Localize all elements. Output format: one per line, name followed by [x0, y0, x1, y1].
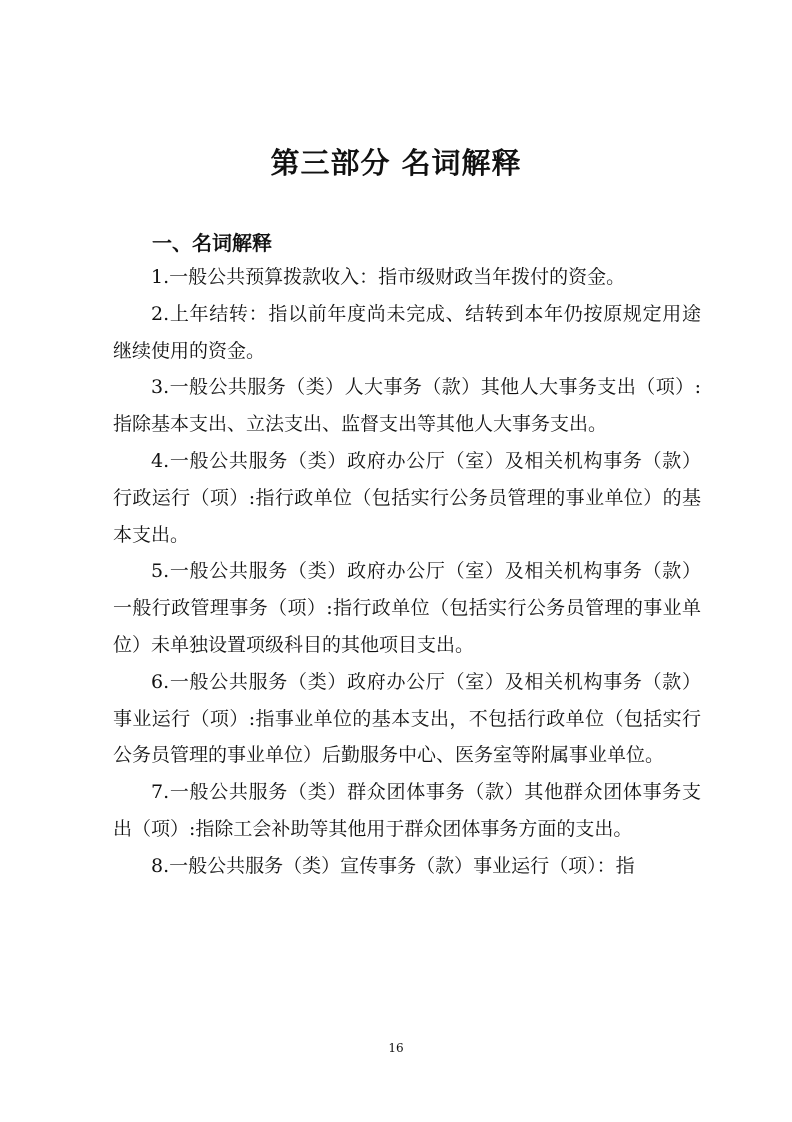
definition-paragraph-5: 5.一般公共服务（类）政府办公厅（室）及相关机构事务（款）一般行政管理事务（项）:指行政单位（包括实行公务员管理的事业单位）未单独设置项级科目的其他项目支出。: [113, 560, 701, 656]
page-number: 16: [388, 1041, 404, 1055]
definition-paragraph-4: 4.一般公共服务（类）政府办公厅（室）及相关机构事务（款）行政运行（项）:指行政单位（包括实行公务员管理的事业单位）的基本支出。: [113, 449, 701, 546]
definition-paragraph-2: 2.上年结转：指以前年度尚未完成、结转到本年仍按原规定用途继续使用的资金。: [113, 302, 701, 362]
definitions-body: [113, 259, 701, 885]
section-heading: 一、名词解释: [152, 231, 272, 255]
definition-paragraph-7: 7.一般公共服务（类）群众团体事务（款）其他群众团体事务支出（项）:指除工会补助等其他用于群众团体事务方面的支出。: [113, 781, 701, 840]
page-title: 第三部分 名词解释: [270, 146, 522, 180]
definition-paragraph-1: 1.一般公共预算拨款收入：指市级财政当年拨付的资金。: [151, 266, 626, 288]
definition-paragraph-8: 8.一般公共服务（类）宣传事务（款）事业运行（项）：指: [151, 854, 635, 877]
definition-paragraph-3: 3.一般公共服务（类）人大事务（款）其他人大事务支出（项）:指除基本支出、立法支出、监督支出等其他人大事务支出。: [113, 376, 701, 436]
definition-paragraph-6: 6.一般公共服务（类）政府办公厅（室）及相关机构事务（款）事业运行（项）:指事业单位的基本支出，不包括行政单位（包括实行公务员管理的事业单位）后勤服务中心、医务室等附属事业单位。: [113, 670, 701, 767]
